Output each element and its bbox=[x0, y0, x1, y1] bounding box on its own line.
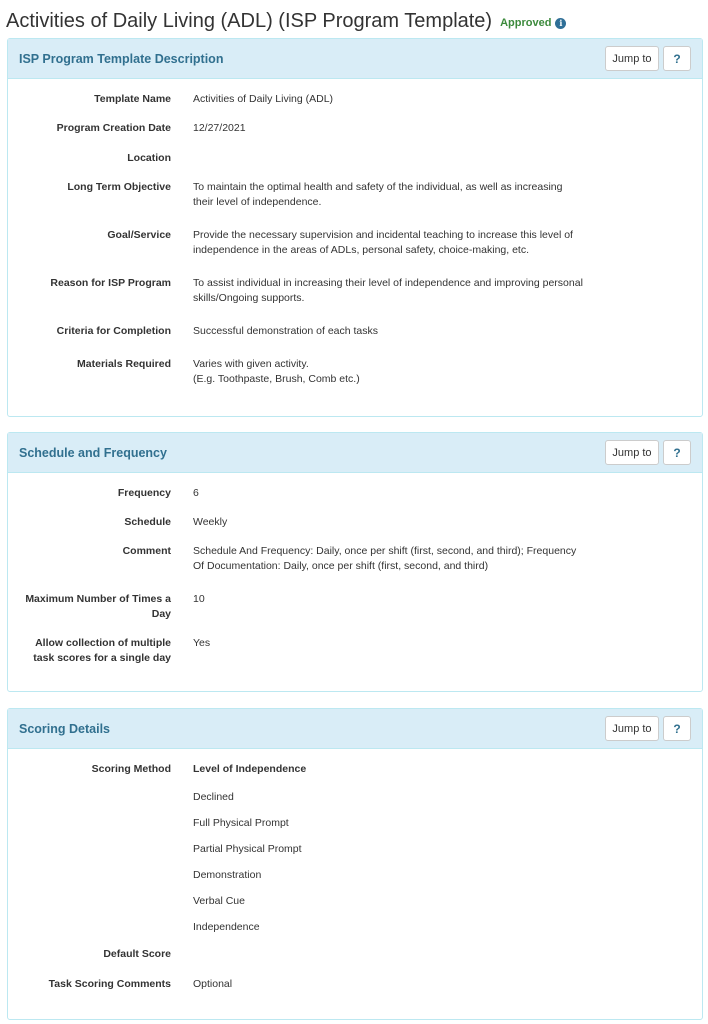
scoring-panel bbox=[7, 708, 703, 1020]
field-row bbox=[8, 947, 702, 962]
jump-to-button[interactable]: Jump to bbox=[605, 440, 659, 465]
scoring-panel-actions bbox=[605, 716, 691, 741]
description-panel-heading bbox=[8, 39, 702, 79]
scoring-option: Partial Physical Prompt bbox=[193, 843, 302, 855]
scoring-option: Verbal Cue bbox=[193, 895, 245, 907]
max-times-value: 10 bbox=[193, 593, 205, 605]
creation-date-value: 12/27/2021 bbox=[193, 122, 246, 134]
scoring-option: Declined bbox=[193, 791, 234, 803]
goal-service-value: Provide the necessary supervision and incidental teaching to increase this level of independence in the areas of ADLs, personal safety, choice-making, etc. bbox=[193, 229, 573, 256]
help-button[interactable]: ? bbox=[663, 46, 691, 71]
task-scoring-comments-label: Task Scoring Comments bbox=[48, 978, 171, 990]
schedule-panel-actions bbox=[605, 440, 691, 465]
scoring-method-value: Level of Independence bbox=[193, 763, 307, 775]
scoring-option: Demonstration bbox=[193, 869, 262, 881]
field-row bbox=[8, 92, 702, 107]
reason-value: To assist individual in increasing their level of independence and improving personal skills/Ongoing supports. bbox=[193, 277, 583, 304]
field-row bbox=[8, 486, 702, 501]
info-icon[interactable]: i bbox=[555, 18, 566, 29]
creation-date-label: Program Creation Date bbox=[56, 122, 171, 134]
field-row bbox=[8, 515, 702, 530]
materials-label: Materials Required bbox=[77, 358, 171, 370]
default-score-label: Default Score bbox=[103, 948, 171, 960]
materials-value bbox=[193, 357, 583, 387]
criteria-value: Successful demonstration of each tasks bbox=[193, 325, 379, 337]
schedule-panel-title: Schedule and Frequency bbox=[19, 445, 167, 460]
multiple-scores-label-line: task scores for a single day bbox=[33, 652, 171, 664]
status-badge: Approved bbox=[500, 17, 552, 29]
frequency-label: Frequency bbox=[117, 487, 171, 499]
max-times-label-line: Day bbox=[151, 608, 171, 620]
description-panel-actions bbox=[605, 46, 691, 71]
max-times-label bbox=[8, 592, 171, 622]
frequency-value: 6 bbox=[193, 487, 199, 499]
schedule-panel-heading bbox=[8, 433, 702, 473]
field-row bbox=[8, 636, 702, 666]
field-row bbox=[8, 977, 702, 992]
page-header bbox=[0, 0, 708, 38]
field-row bbox=[8, 151, 702, 166]
multiple-scores-label bbox=[8, 636, 171, 666]
long-term-objective-label: Long Term Objective bbox=[67, 181, 171, 193]
help-button[interactable]: ? bbox=[663, 716, 691, 741]
field-row bbox=[8, 121, 702, 136]
scoring-option: Full Physical Prompt bbox=[193, 817, 289, 829]
jump-to-button[interactable]: Jump to bbox=[605, 46, 659, 71]
scoring-method-label: Scoring Method bbox=[91, 763, 171, 775]
multiple-scores-label-line: Allow collection of multiple bbox=[35, 637, 171, 649]
template-name-value: Activities of Daily Living (ADL) bbox=[193, 93, 334, 105]
materials-value-line: (E.g. Toothpaste, Brush, Comb etc.) bbox=[193, 373, 360, 385]
description-panel-title: ISP Program Template Description bbox=[19, 51, 224, 66]
field-row bbox=[8, 324, 702, 339]
field-row bbox=[8, 592, 702, 622]
materials-value-line: Varies with given activity. bbox=[193, 358, 309, 370]
scoring-panel-heading bbox=[8, 709, 702, 749]
page-title: Activities of Daily Living (ADL) (ISP Program Template) bbox=[6, 9, 493, 32]
field-row bbox=[8, 228, 702, 256]
max-times-label-line: Maximum Number of Times a bbox=[25, 593, 171, 605]
schedule-label: Schedule bbox=[124, 516, 171, 528]
field-row bbox=[8, 544, 702, 572]
location-label: Location bbox=[127, 152, 171, 164]
comment-label: Comment bbox=[122, 545, 171, 557]
reason-label: Reason for ISP Program bbox=[50, 277, 171, 289]
field-row bbox=[8, 180, 702, 208]
goal-service-label: Goal/Service bbox=[107, 229, 171, 241]
schedule-panel bbox=[7, 432, 703, 692]
template-name-label: Template Name bbox=[94, 93, 171, 105]
help-button[interactable]: ? bbox=[663, 440, 691, 465]
description-panel bbox=[7, 38, 703, 417]
field-row bbox=[8, 357, 702, 385]
long-term-objective-value: To maintain the optimal health and safety of the individual, as well as increasing their level of independence. bbox=[193, 181, 563, 208]
jump-to-button[interactable]: Jump to bbox=[605, 716, 659, 741]
multiple-scores-value: Yes bbox=[193, 637, 211, 649]
scoring-option: Independence bbox=[193, 921, 260, 933]
task-scoring-comments-value: Optional bbox=[193, 978, 233, 990]
schedule-value: Weekly bbox=[193, 516, 228, 528]
scoring-panel-title: Scoring Details bbox=[19, 721, 110, 736]
field-row bbox=[8, 276, 702, 304]
criteria-label: Criteria for Completion bbox=[56, 325, 171, 337]
field-row bbox=[8, 762, 702, 777]
comment-value: Schedule And Frequency: Daily, once per shift (first, second, and third); Frequency Of Documentation: Daily, once per shift (first, second, and third) bbox=[193, 545, 577, 572]
